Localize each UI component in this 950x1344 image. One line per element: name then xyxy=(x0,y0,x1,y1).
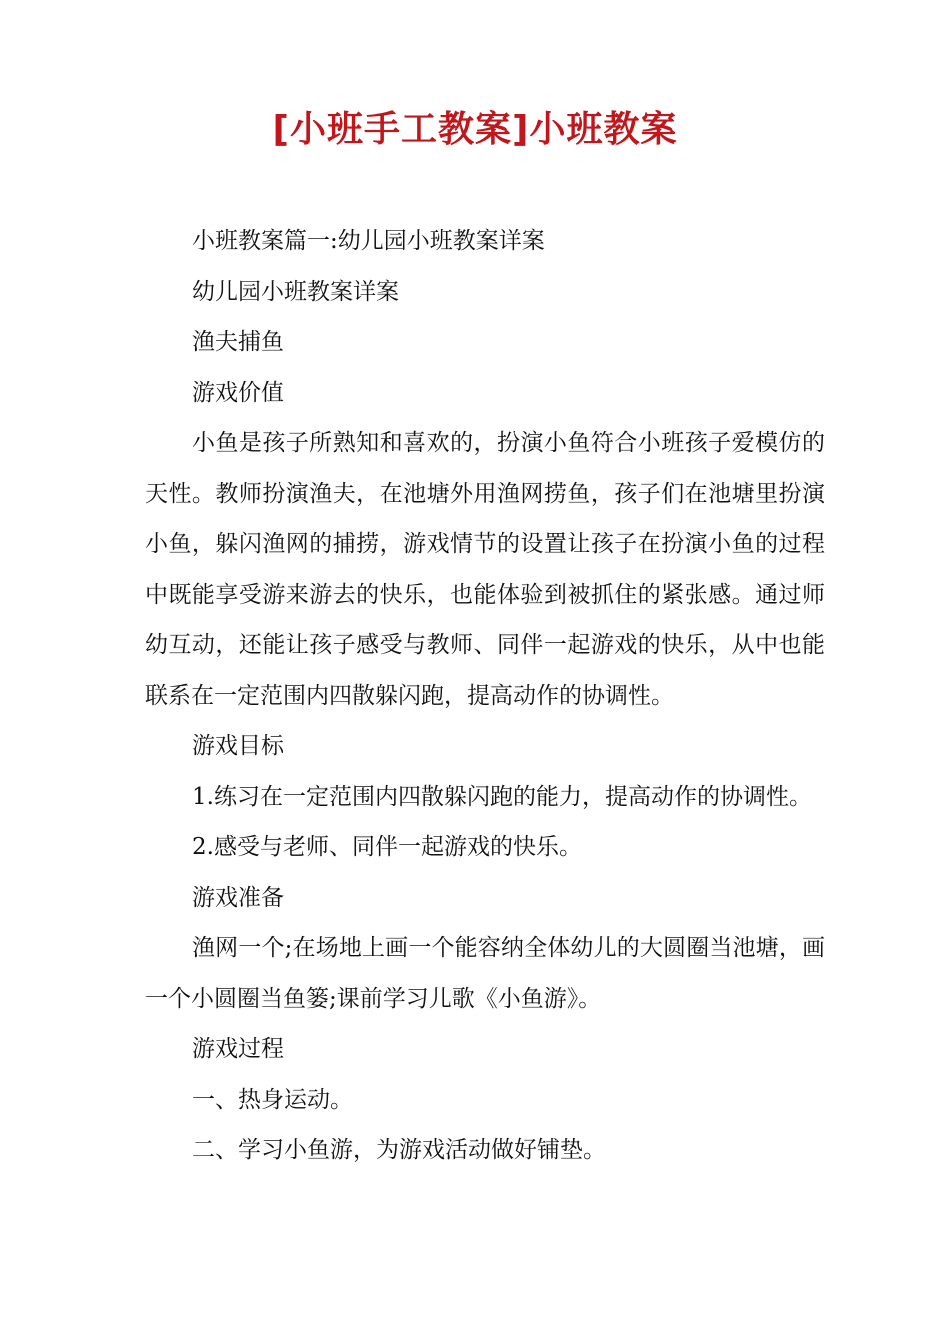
paragraph-section-heading: 小班教案篇一:幼儿园小班教案详案 xyxy=(192,228,545,254)
paragraph-process-step-2: 二、学习小鱼游，为游戏活动做好铺垫。 xyxy=(192,1137,606,1163)
paragraph-preparation-text: 渔网一个;在场地上画一个能容纳全体幼儿的大圆圈当池塘，画一个小圆圈当鱼篓;课前学习儿歌《小鱼游》。 xyxy=(145,935,825,1012)
paragraph-process-step-1: 一、热身运动。 xyxy=(192,1086,353,1113)
paragraph-heading-process: 游戏过程 xyxy=(192,1036,284,1062)
paragraph-game-name: 渔夫捕鱼 xyxy=(192,329,284,355)
paragraph-goal-1: 1.练习在一定范围内四散躲闪跑的能力，提高动作的协调性。 xyxy=(192,783,812,810)
paragraph-heading-goals: 游戏目标 xyxy=(192,733,284,759)
document-body xyxy=(145,216,825,1176)
document-title: [小班手工教案]小班教案 xyxy=(272,109,678,150)
paragraph-heading-preparation: 游戏准备 xyxy=(192,884,284,911)
paragraph-goal-2: 2.感受与老师、同伴一起游戏的快乐。 xyxy=(192,834,582,860)
paragraph-subtitle: 幼儿园小班教案详案 xyxy=(192,278,399,305)
paragraph-heading-value: 游戏价值 xyxy=(192,379,284,406)
paragraph-value-text: 小鱼是孩子所熟知和喜欢的，扮演小鱼符合小班孩子爱模仿的天性。教师扮演渔夫，在池塘外用渔网捞鱼，孩子们在池塘里扮演小鱼，躲闪渔网的捕捞，游戏情节的设置让孩子在扮演小鱼的过程中既能享受游来游去的快乐，也能体验到被抓住的紧张感。通过师幼互动，还能让孩子感受与教师、同伴一起游戏的快乐，从中也能联系在一定范围内四散躲闪跑，提高动作的协调性。 xyxy=(145,430,825,709)
